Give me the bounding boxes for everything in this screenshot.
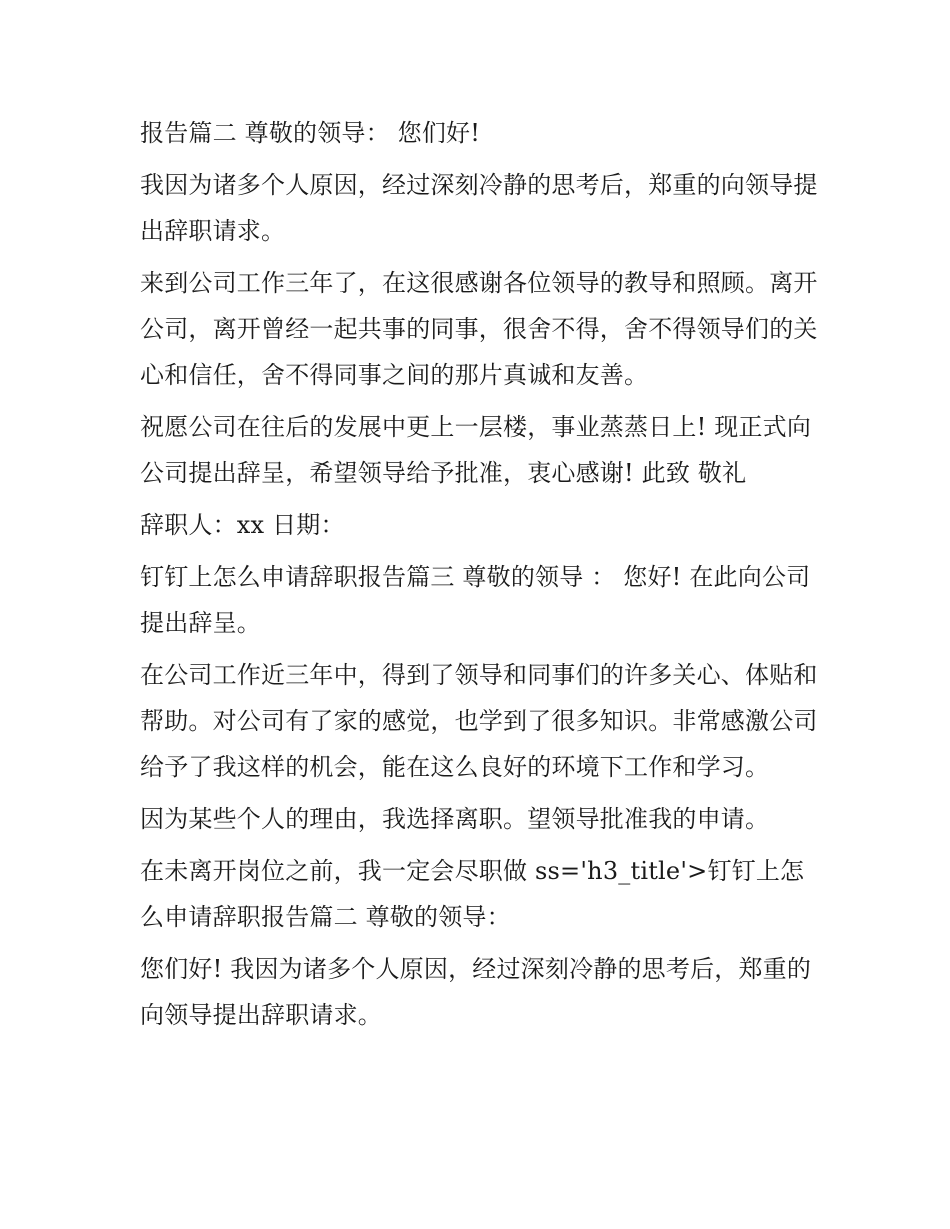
paragraph: 来到公司工作三年了，在这很感谢各位领导的教导和照顾。离开公司，离开曾经一起共事的同事，很舍不得，舍不得领导们的关心和信任，舍不得同事之间的那片真诚和友善。 bbox=[140, 269, 818, 389]
paragraph: 我因为诸多个人原因，经过深刻冷静的思考后，郑重的向领导提出辞职请求。 bbox=[140, 171, 818, 245]
paragraph: 在未离开岗位之前，我一定会尽职做 ss='h3_title'>钉钉上怎么申请辞职报告篇二 尊敬的领导： bbox=[140, 857, 805, 931]
paragraph: 祝愿公司在往后的发展中更上一层楼，事业蒸蒸日上! 现正式向公司提出辞呈，希望领导给予批准，衷心感谢! 此致 敬礼 bbox=[140, 413, 812, 487]
paragraph: 辞职人：xx 日期： bbox=[140, 511, 345, 539]
paragraph: 报告篇二 尊敬的领导： 您们好! bbox=[140, 119, 481, 147]
document-body bbox=[140, 110, 820, 1044]
paragraph: 钉钉上怎么申请辞职报告篇三 尊敬的领导 ： 您好! 在此向公司提出辞呈。 bbox=[140, 563, 811, 637]
paragraph: 因为某些个人的理由，我选择离职。望领导批准我的申请。 bbox=[140, 805, 770, 833]
paragraph: 您们好! 我因为诸多个人原因，经过深刻冷静的思考后，郑重的向领导提出辞职请求。 bbox=[140, 955, 812, 1029]
paragraph: 在公司工作近三年中，得到了领导和同事们的许多关心、体贴和帮助。对公司有了家的感觉，也学到了很多知识。非常感激公司给予了我这样的机会，能在这么良好的环境下工作和学习。 bbox=[140, 661, 818, 781]
